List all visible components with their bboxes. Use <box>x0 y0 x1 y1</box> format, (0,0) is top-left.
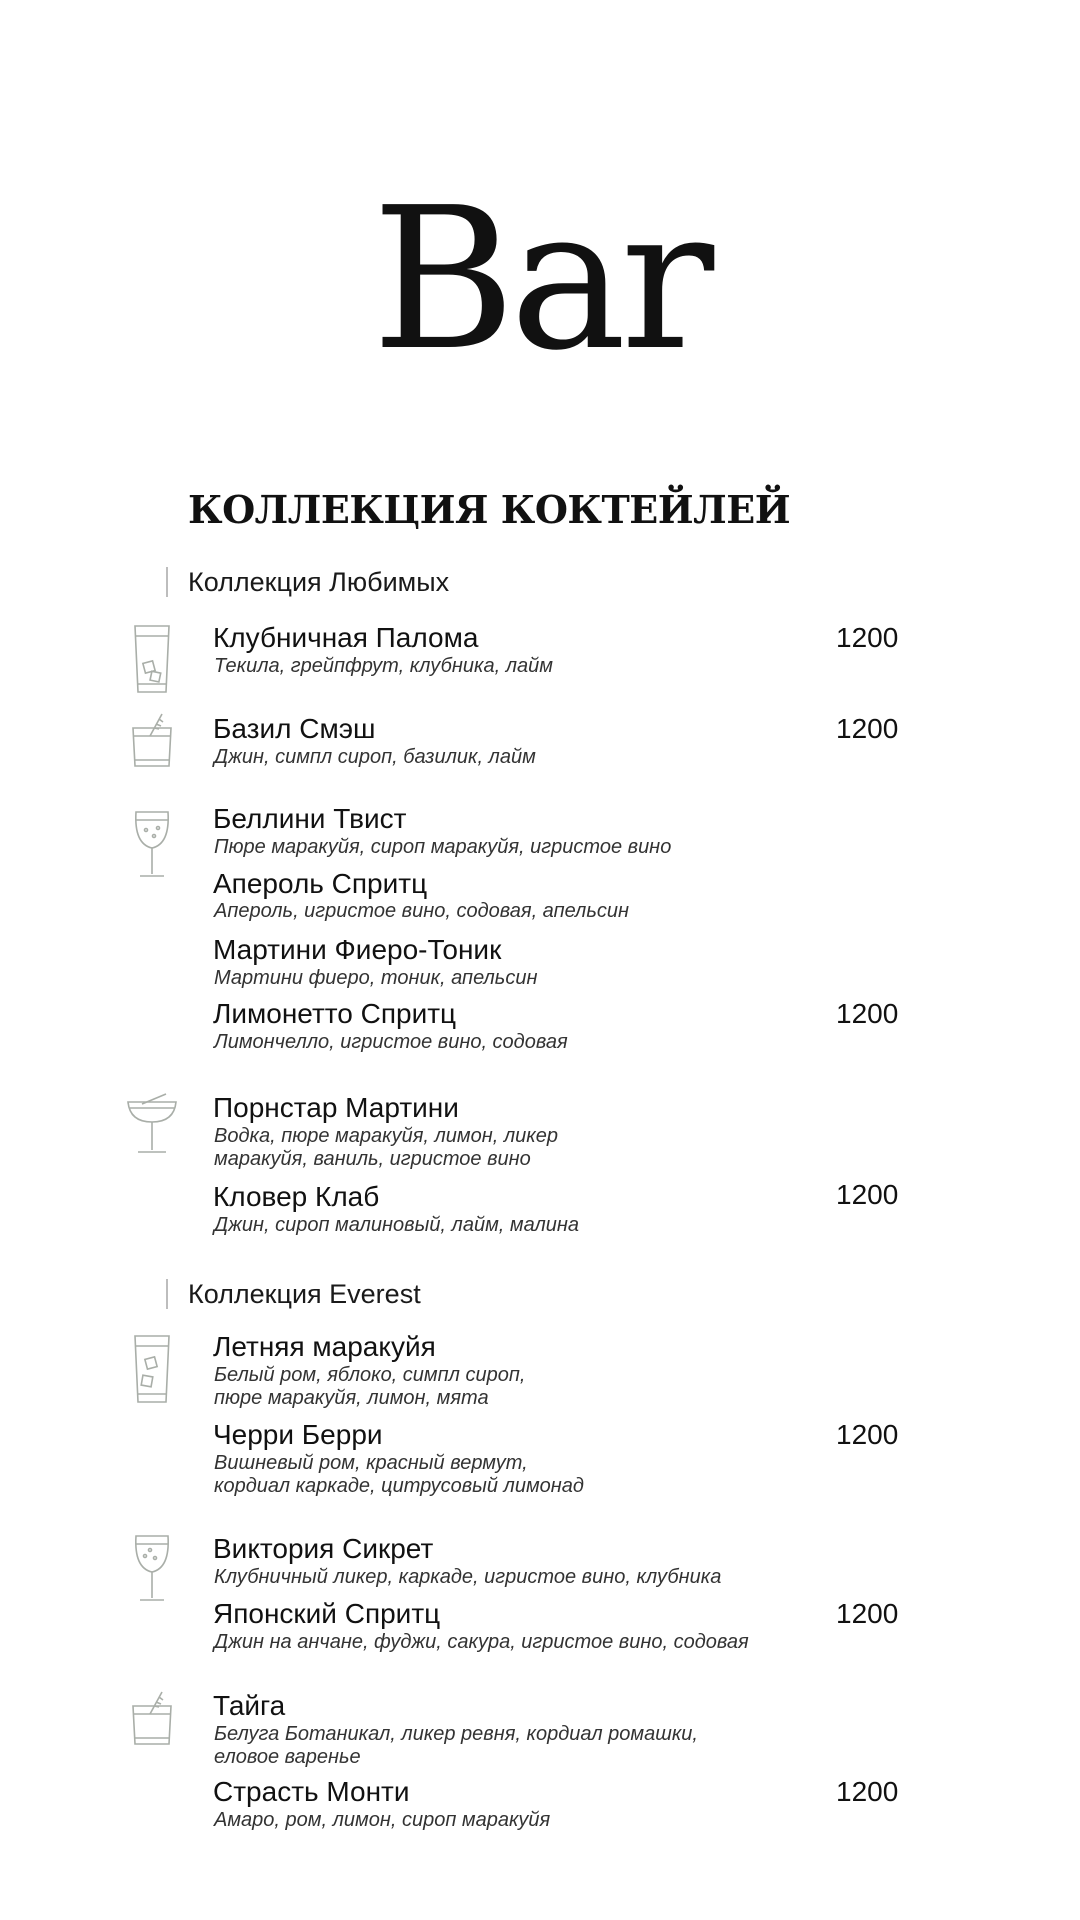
wine-glass-icon <box>126 1532 178 1606</box>
item-description-line2: кордиал каркаде, цитрусовый лимонад <box>214 1475 584 1497</box>
rocks-glass-icon <box>126 710 178 784</box>
item-price: 1200 <box>836 1419 899 1450</box>
item-price: 1200 <box>836 1179 899 1210</box>
item-description: Вишневый ром, красный вермут, <box>214 1452 528 1474</box>
item-description-line2: пюре маракуйя, лимон, мята <box>214 1387 489 1409</box>
item-name: Базил Смэш <box>213 713 376 744</box>
item-description: Клубничный ликер, каркаде, игристое вино, клубника <box>214 1566 722 1588</box>
item-description: Лимончелло, игристое вино, содовая <box>214 1031 568 1053</box>
highball-glass-icon <box>126 1332 178 1406</box>
item-name: Лимонетто Спритц <box>213 998 457 1029</box>
highball-glass-icon <box>126 622 178 696</box>
item-description: Апероль, игристое вино, содовая, апельсин <box>214 900 629 922</box>
item-price: 1200 <box>836 1598 899 1629</box>
item-name: Страсть Монти <box>213 1776 410 1807</box>
item-price: 1200 <box>836 998 899 1029</box>
wine-glass-icon <box>126 808 178 882</box>
item-description: Амаро, ром, лимон, сироп маракуйя <box>214 1809 551 1831</box>
item-description: Белуга Ботаникал, ликер ревня, кордиал ромашки, <box>214 1723 698 1745</box>
item-description: Пюре маракуйя, сироп маракуйя, игристое вино <box>214 836 672 858</box>
item-description: Белый ром, яблоко, симпл сироп, <box>214 1364 526 1386</box>
item-name: Клубничная Палома <box>213 622 479 653</box>
item-description: Джин на анчане, фуджи, сакура, игристое вино, содовая <box>214 1631 749 1653</box>
item-name: Японский Спритц <box>213 1598 441 1629</box>
item-name: Летняя маракуйя <box>213 1331 436 1362</box>
item-price: 1200 <box>836 713 899 744</box>
item-description: Мартини фиеро, тоник, апельсин <box>214 967 538 989</box>
item-name: Беллини Твист <box>213 803 407 834</box>
page-title: Bar <box>371 166 709 394</box>
item-description-line2: маракуйя, ваниль, игристое вино <box>214 1148 531 1170</box>
item-name: Апероль Спритц <box>213 868 428 899</box>
item-price: 1200 <box>836 622 899 653</box>
item-price: 1200 <box>836 1776 899 1807</box>
item-name: Мартини Фиеро-Тоник <box>213 934 502 965</box>
rocks-glass-icon <box>126 1688 178 1762</box>
item-description: Водка, пюре маракуйя, лимон, ликер <box>214 1125 558 1147</box>
item-description: Текила, грейпфрут, клубника, лайм <box>214 655 553 677</box>
section-title: КОЛЛЕКЦИЯ КОКТЕЙЛЕЙ <box>188 487 791 532</box>
item-description: Джин, сироп малиновый, лайм, малина <box>214 1214 580 1236</box>
item-name: Кловер Клаб <box>213 1181 380 1212</box>
collection-title: Коллекция Любимых <box>166 567 449 597</box>
collection-title: Коллекция Everest <box>166 1279 421 1309</box>
item-description: Джин, симпл сироп, базилик, лайм <box>214 746 536 768</box>
item-name: Виктория Сикрет <box>213 1533 434 1564</box>
item-name: Черри Берри <box>213 1419 383 1450</box>
item-description-line2: еловое варенье <box>214 1746 361 1768</box>
item-name: Тайга <box>213 1690 286 1721</box>
coupe-glass-icon <box>126 1090 178 1164</box>
item-name: Порнстар Мартини <box>213 1092 459 1123</box>
